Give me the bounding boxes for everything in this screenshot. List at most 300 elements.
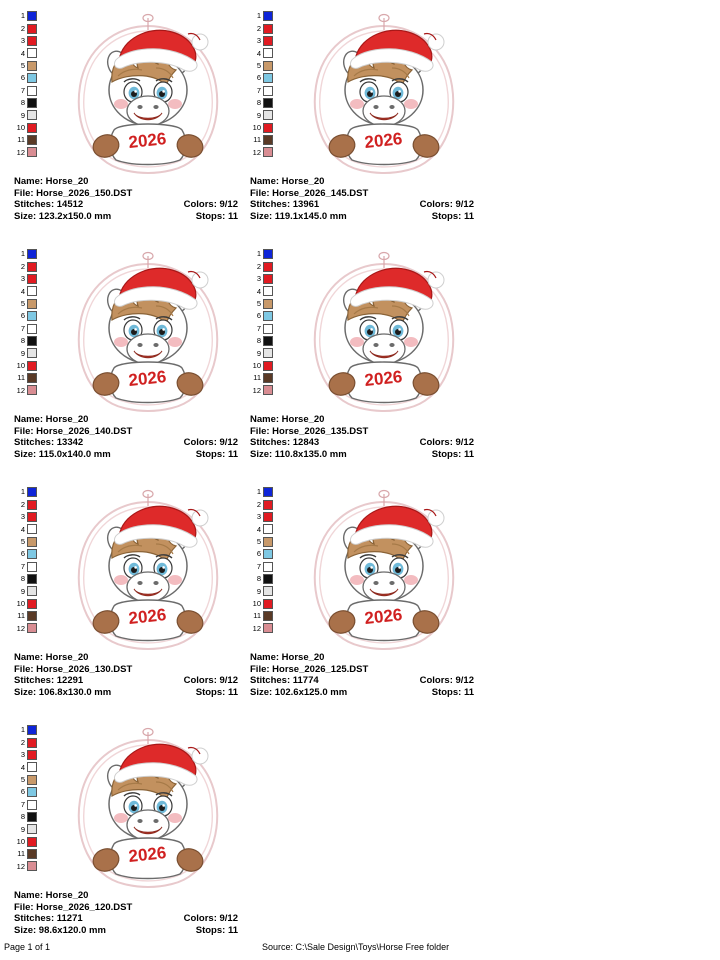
palette-swatch	[263, 61, 273, 71]
palette-swatch	[263, 11, 273, 21]
palette-number: 11	[253, 373, 261, 383]
palette-swatch	[27, 725, 37, 735]
palette-swatch	[27, 775, 37, 785]
svg-text:2026: 2026	[127, 129, 168, 152]
palette-row	[14, 372, 60, 384]
design-stitches: Stitches: 11774	[250, 675, 319, 686]
palette-number: 11	[17, 135, 25, 145]
palette-number: 3	[20, 274, 25, 284]
palette-row	[14, 134, 60, 146]
palette-swatch	[263, 537, 273, 547]
palette-number: 6	[256, 549, 261, 559]
palette-row	[14, 22, 60, 34]
design-size: Size: 123.2x150.0 mm	[14, 210, 112, 222]
design-file: File: Horse_2026_130.DST	[14, 663, 133, 675]
palette-number: 12	[252, 623, 261, 633]
palette-row	[14, 84, 60, 96]
palette-row	[14, 848, 60, 860]
palette-number: 7	[20, 323, 25, 333]
palette-swatch	[263, 562, 273, 572]
svg-text:2026: 2026	[127, 367, 168, 390]
palette-row	[14, 860, 60, 872]
palette-row	[250, 372, 296, 384]
palette-swatch	[27, 738, 37, 748]
palette-swatch	[27, 487, 37, 497]
palette-number: 12	[252, 385, 261, 395]
design-stitches: Stitches: 12291	[14, 675, 84, 686]
palette-number: 2	[20, 499, 25, 509]
palette-number: 4	[20, 286, 25, 296]
design-cell	[244, 244, 480, 482]
palette-swatch	[263, 249, 273, 259]
design-stops: Stops: 11	[195, 686, 238, 698]
palette-number: 1	[256, 11, 261, 21]
palette-row	[14, 47, 60, 59]
palette-number: 7	[20, 799, 25, 809]
palette-number: 3	[20, 512, 25, 522]
design-stops: Stops: 11	[195, 210, 238, 222]
palette-row	[14, 322, 60, 334]
palette-swatch	[27, 373, 37, 383]
palette-swatch	[27, 299, 37, 309]
palette-number: 1	[20, 487, 25, 497]
color-palette	[250, 10, 296, 159]
palette-row	[14, 724, 60, 736]
palette-row	[250, 548, 296, 560]
palette-number: 2	[20, 261, 25, 271]
palette-row	[250, 146, 296, 158]
palette-row	[14, 836, 60, 848]
page-number: Page 1 of 1	[4, 942, 51, 952]
palette-number: 6	[256, 311, 261, 321]
design-cell	[8, 6, 244, 244]
palette-row	[14, 486, 60, 498]
design-grid	[8, 6, 710, 958]
palette-number: 6	[20, 311, 25, 321]
palette-number: 9	[256, 348, 261, 358]
palette-row	[14, 798, 60, 810]
design-info	[14, 176, 238, 222]
design-stitches: Stitches: 13342	[14, 437, 84, 448]
palette-number: 3	[20, 36, 25, 46]
design-colors: Colors: 9/12	[183, 913, 238, 924]
palette-row	[14, 347, 60, 359]
palette-row	[250, 610, 296, 622]
palette-swatch	[27, 562, 37, 572]
palette-row	[14, 811, 60, 823]
palette-swatch	[27, 812, 37, 822]
design-size: Size: 119.1x145.0 mm	[250, 210, 347, 222]
palette-swatch	[27, 123, 37, 133]
palette-swatch	[263, 385, 273, 395]
palette-row	[250, 22, 296, 34]
palette-number: 8	[256, 574, 261, 584]
design-name: Name: Horse_20	[14, 176, 89, 187]
palette-number: 10	[16, 598, 25, 608]
palette-number: 5	[256, 537, 261, 546]
color-palette	[250, 248, 296, 397]
palette-number: 3	[256, 36, 261, 46]
palette-number: 9	[20, 348, 25, 358]
svg-text:2026: 2026	[363, 605, 404, 628]
palette-swatch	[263, 586, 273, 596]
design-colors: Colors: 9/12	[183, 675, 238, 686]
palette-number: 10	[252, 360, 261, 370]
palette-swatch	[263, 98, 273, 108]
palette-number: 11	[253, 611, 261, 621]
palette-swatch	[27, 48, 37, 58]
embroidery-design-preview	[296, 12, 472, 188]
design-stops: Stops: 11	[195, 924, 238, 936]
palette-row	[14, 384, 60, 396]
palette-swatch	[27, 311, 37, 321]
palette-number: 4	[256, 286, 261, 296]
design-info	[14, 652, 238, 698]
embroidery-design-preview	[60, 250, 236, 426]
palette-swatch	[263, 361, 273, 371]
design-size: Size: 115.0x140.0 mm	[14, 448, 111, 460]
palette-swatch	[263, 135, 273, 145]
palette-row	[14, 122, 60, 134]
design-colors: Colors: 9/12	[419, 675, 474, 686]
palette-row	[250, 260, 296, 272]
palette-row	[14, 298, 60, 310]
palette-row	[250, 360, 296, 372]
palette-swatch	[263, 373, 273, 383]
palette-number: 9	[20, 586, 25, 596]
palette-swatch	[263, 48, 273, 58]
palette-row	[250, 523, 296, 535]
palette-swatch	[263, 24, 273, 34]
palette-number: 8	[20, 98, 25, 108]
palette-row	[250, 72, 296, 84]
design-colors: Colors: 9/12	[183, 199, 238, 210]
svg-text:2026: 2026	[363, 367, 404, 390]
palette-number: 11	[253, 135, 261, 145]
palette-row	[250, 511, 296, 523]
palette-swatch	[27, 73, 37, 83]
palette-number: 8	[256, 98, 261, 108]
palette-swatch	[27, 135, 37, 145]
palette-row	[250, 310, 296, 322]
color-palette	[14, 724, 60, 873]
palette-swatch	[263, 110, 273, 120]
palette-row	[14, 511, 60, 523]
svg-text:2026: 2026	[127, 605, 168, 628]
palette-number: 11	[17, 373, 25, 383]
design-name: Name: Horse_20	[14, 890, 89, 901]
palette-swatch	[263, 324, 273, 334]
palette-row	[250, 573, 296, 585]
design-file: File: Horse_2026_145.DST	[250, 187, 369, 199]
design-info	[250, 176, 474, 222]
palette-swatch	[27, 61, 37, 71]
palette-row	[14, 560, 60, 572]
palette-row	[250, 585, 296, 597]
palette-row	[250, 298, 296, 310]
palette-row	[250, 536, 296, 548]
palette-number: 1	[20, 11, 25, 21]
palette-swatch	[27, 249, 37, 259]
palette-row	[250, 322, 296, 334]
palette-number: 4	[20, 48, 25, 58]
palette-row	[14, 622, 60, 634]
palette-row	[14, 146, 60, 158]
embroidery-design-preview	[60, 726, 236, 902]
palette-number: 4	[256, 524, 261, 534]
palette-row	[250, 335, 296, 347]
palette-swatch	[27, 837, 37, 847]
palette-row	[14, 35, 60, 47]
palette-swatch	[27, 336, 37, 346]
design-info	[250, 414, 474, 460]
design-stops: Stops: 11	[431, 448, 474, 460]
palette-row	[14, 248, 60, 260]
palette-swatch	[263, 262, 273, 272]
design-info	[14, 414, 238, 460]
palette-row	[14, 285, 60, 297]
palette-swatch	[27, 623, 37, 633]
palette-swatch	[27, 750, 37, 760]
palette-row	[250, 109, 296, 121]
palette-number: 6	[20, 787, 25, 797]
palette-row	[14, 585, 60, 597]
color-palette	[14, 486, 60, 635]
palette-swatch	[27, 11, 37, 21]
design-cell	[8, 482, 244, 720]
palette-number: 11	[17, 611, 25, 621]
palette-swatch	[263, 311, 273, 321]
palette-row	[14, 736, 60, 748]
design-size: Size: 110.8x135.0 mm	[250, 448, 347, 460]
design-stitches: Stitches: 13961	[250, 199, 320, 210]
palette-swatch	[263, 487, 273, 497]
palette-number: 7	[256, 561, 261, 571]
palette-number: 12	[16, 861, 25, 871]
palette-row	[14, 774, 60, 786]
palette-swatch	[27, 274, 37, 284]
palette-number: 12	[16, 147, 25, 157]
palette-number: 5	[20, 537, 25, 546]
palette-number: 10	[16, 836, 25, 846]
palette-row	[250, 60, 296, 72]
design-size: Size: 106.8x130.0 mm	[14, 686, 112, 698]
palette-swatch	[263, 147, 273, 157]
palette-number: 5	[256, 61, 261, 70]
palette-row	[14, 573, 60, 585]
palette-number: 1	[256, 249, 261, 259]
palette-row	[250, 134, 296, 146]
palette-number: 8	[256, 336, 261, 346]
palette-number: 11	[17, 849, 25, 859]
design-file: File: Horse_2026_140.DST	[14, 425, 133, 437]
palette-swatch	[263, 524, 273, 534]
palette-swatch	[27, 500, 37, 510]
design-stitches: Stitches: 14512	[14, 199, 84, 210]
design-cell	[244, 6, 480, 244]
design-file: File: Horse_2026_120.DST	[14, 901, 133, 913]
palette-swatch	[27, 385, 37, 395]
palette-row	[14, 72, 60, 84]
palette-row	[250, 486, 296, 498]
palette-row	[250, 622, 296, 634]
palette-row	[14, 97, 60, 109]
palette-number: 10	[252, 122, 261, 132]
design-size: Size: 102.6x125.0 mm	[250, 686, 348, 698]
palette-swatch	[27, 24, 37, 34]
palette-swatch	[27, 849, 37, 859]
palette-swatch	[263, 299, 273, 309]
palette-number: 1	[256, 487, 261, 497]
palette-number: 8	[20, 336, 25, 346]
palette-number: 3	[256, 274, 261, 284]
svg-text:2026: 2026	[363, 129, 404, 152]
palette-swatch	[27, 574, 37, 584]
palette-row	[250, 35, 296, 47]
palette-row	[14, 598, 60, 610]
palette-swatch	[263, 274, 273, 284]
design-stitches: Stitches: 11271	[14, 913, 83, 924]
design-file: File: Horse_2026_125.DST	[250, 663, 369, 675]
palette-number: 3	[20, 750, 25, 760]
palette-swatch	[27, 110, 37, 120]
palette-number: 5	[256, 299, 261, 308]
palette-number: 2	[20, 737, 25, 747]
design-stops: Stops: 11	[431, 686, 474, 698]
palette-swatch	[27, 361, 37, 371]
palette-number: 5	[20, 61, 25, 70]
palette-number: 4	[20, 762, 25, 772]
palette-row	[250, 248, 296, 260]
palette-row	[14, 786, 60, 798]
palette-swatch	[27, 262, 37, 272]
palette-number: 5	[20, 775, 25, 784]
design-name: Name: Horse_20	[14, 414, 89, 425]
palette-row	[250, 47, 296, 59]
palette-number: 9	[20, 824, 25, 834]
palette-number: 4	[20, 524, 25, 534]
palette-number: 2	[20, 23, 25, 33]
palette-row	[250, 498, 296, 510]
design-size: Size: 98.6x120.0 mm	[14, 924, 106, 936]
palette-number: 1	[20, 249, 25, 259]
palette-row	[14, 335, 60, 347]
design-cell	[8, 720, 244, 958]
palette-row	[14, 610, 60, 622]
palette-swatch	[27, 348, 37, 358]
palette-row	[14, 310, 60, 322]
palette-row	[250, 97, 296, 109]
design-name: Name: Horse_20	[250, 414, 325, 425]
design-stops: Stops: 11	[195, 448, 238, 460]
palette-number: 9	[256, 586, 261, 596]
design-name: Name: Horse_20	[250, 176, 325, 187]
palette-row	[250, 122, 296, 134]
embroidery-design-preview	[296, 488, 472, 664]
palette-swatch	[27, 286, 37, 296]
design-stitches: Stitches: 12843	[250, 437, 320, 448]
palette-number: 8	[20, 574, 25, 584]
palette-number: 12	[16, 385, 25, 395]
palette-number: 2	[256, 499, 261, 509]
palette-swatch	[27, 787, 37, 797]
palette-swatch	[27, 824, 37, 834]
palette-swatch	[263, 348, 273, 358]
palette-row	[14, 761, 60, 773]
palette-swatch	[263, 512, 273, 522]
palette-swatch	[27, 800, 37, 810]
color-palette	[250, 486, 296, 635]
palette-number: 2	[256, 261, 261, 271]
palette-number: 6	[20, 73, 25, 83]
design-cell	[8, 244, 244, 482]
palette-row	[250, 347, 296, 359]
source-path: Source: C:\Sale Design\Toys\Horse Free folder	[262, 942, 450, 952]
palette-row	[14, 260, 60, 272]
design-info	[14, 890, 238, 936]
palette-row	[250, 598, 296, 610]
palette-row	[250, 560, 296, 572]
palette-swatch	[27, 586, 37, 596]
palette-number: 6	[256, 73, 261, 83]
palette-number: 2	[256, 23, 261, 33]
design-file: File: Horse_2026_150.DST	[14, 187, 133, 199]
palette-row	[14, 536, 60, 548]
palette-swatch	[263, 86, 273, 96]
palette-swatch	[27, 98, 37, 108]
palette-swatch	[27, 599, 37, 609]
palette-row	[250, 273, 296, 285]
palette-number: 7	[20, 561, 25, 571]
palette-swatch	[263, 73, 273, 83]
palette-number: 12	[16, 623, 25, 633]
palette-swatch	[27, 611, 37, 621]
palette-number: 10	[252, 598, 261, 608]
palette-row	[14, 749, 60, 761]
palette-swatch	[263, 123, 273, 133]
palette-swatch	[263, 549, 273, 559]
palette-number: 7	[256, 323, 261, 333]
palette-row	[250, 285, 296, 297]
palette-number: 9	[20, 110, 25, 120]
palette-swatch	[27, 36, 37, 46]
palette-swatch	[27, 147, 37, 157]
svg-text:2026: 2026	[127, 843, 168, 866]
palette-row	[14, 498, 60, 510]
palette-number: 1	[20, 725, 25, 735]
palette-swatch	[263, 574, 273, 584]
palette-swatch	[263, 611, 273, 621]
palette-number: 6	[20, 549, 25, 559]
palette-row	[14, 823, 60, 835]
palette-row	[14, 109, 60, 121]
palette-row	[14, 360, 60, 372]
palette-number: 3	[256, 512, 261, 522]
palette-number: 10	[16, 122, 25, 132]
palette-row	[250, 84, 296, 96]
palette-swatch	[27, 549, 37, 559]
design-colors: Colors: 9/12	[183, 437, 238, 448]
palette-swatch	[27, 524, 37, 534]
design-info	[250, 652, 474, 698]
design-name: Name: Horse_20	[250, 652, 325, 663]
palette-swatch	[263, 623, 273, 633]
palette-row	[14, 273, 60, 285]
palette-swatch	[263, 500, 273, 510]
design-cell	[244, 482, 480, 720]
palette-swatch	[263, 36, 273, 46]
palette-number: 12	[252, 147, 261, 157]
